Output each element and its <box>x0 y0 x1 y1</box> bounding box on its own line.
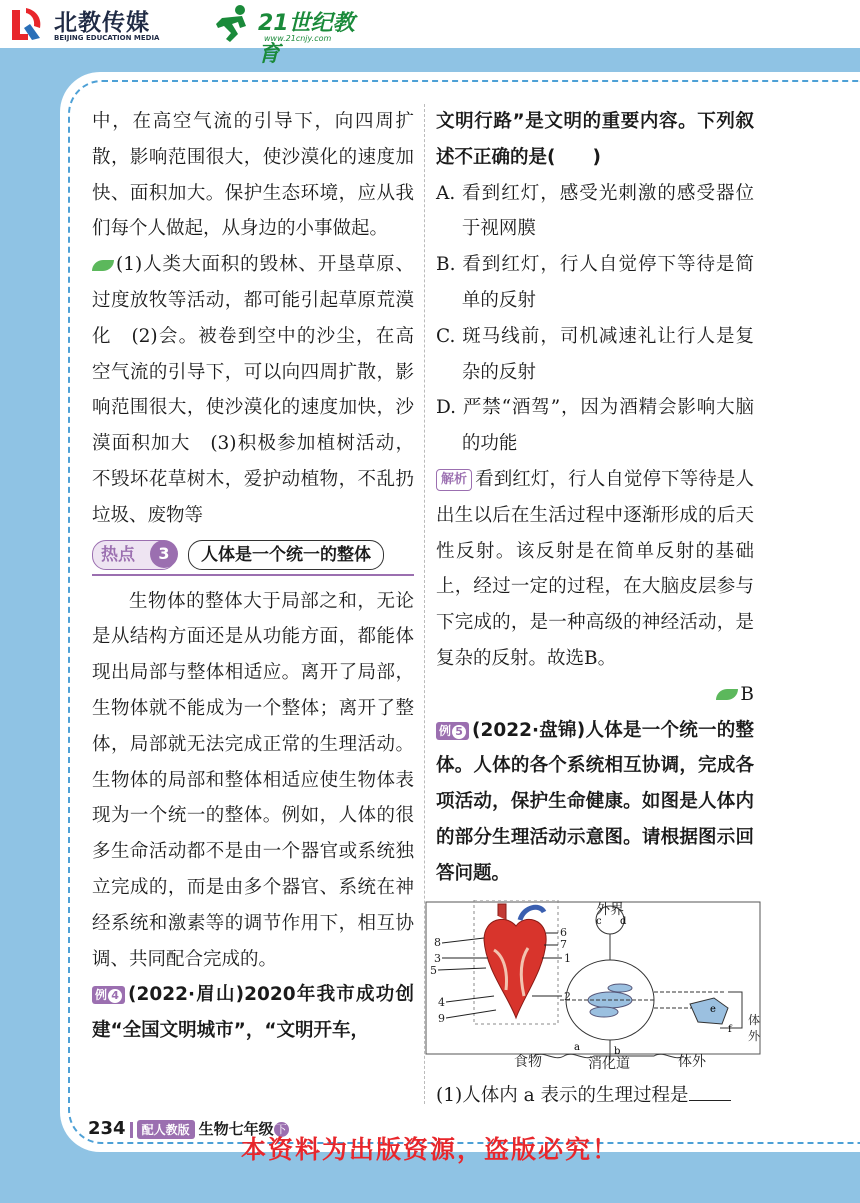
svg-text:6: 6 <box>560 926 567 939</box>
page-number: 234 <box>88 1118 126 1139</box>
gas-exchange-diagram <box>560 906 742 1060</box>
svg-text:f: f <box>728 1024 732 1035</box>
svg-text:5: 5 <box>430 964 437 977</box>
leaf-icon <box>92 260 114 271</box>
svg-text:c: c <box>596 916 602 927</box>
beijiao-logo-icon <box>6 4 46 44</box>
option-d: D. 严禁“酒驾”，因为酒精会影响大脑的功能 <box>436 397 754 455</box>
left-column <box>92 104 414 1049</box>
svg-text:4: 4 <box>438 996 445 1009</box>
runner-icon <box>212 4 256 44</box>
option-b: B. 看到红灯，行人自觉停下等待是简单的反射 <box>436 254 754 311</box>
heart-illustration <box>474 900 558 1024</box>
beijiao-name: 北教传媒 <box>54 10 150 36</box>
grade-label: 生物七年级 <box>198 1120 274 1138</box>
svg-text:2: 2 <box>564 990 571 1003</box>
right-column <box>436 104 754 892</box>
analysis-label: 解析 <box>436 469 472 491</box>
option-a: A. 看到红灯，感受光刺激的感受器位于视网膜 <box>436 182 754 240</box>
example-4-stem: 例 4 (2022·眉山)2020年我市成功创建“全国文明城市”，“文明开车， <box>92 984 414 1042</box>
label-outside: 外界 <box>596 902 624 918</box>
label-tract: 消化道 <box>588 1056 630 1072</box>
option-c: C. 斑马线前，司机减速礼让行人是复杂的反射 <box>436 325 754 383</box>
leaf-icon <box>716 689 738 700</box>
hot-number: 3 <box>150 540 178 568</box>
question-1 <box>436 1078 756 1114</box>
example-4-answer: B <box>436 677 754 713</box>
svg-text:a: a <box>574 1042 580 1053</box>
volume-badge: 下 <box>275 1123 287 1136</box>
copyright-warning: 本资料为出版资源，盗版必究！ <box>240 1135 619 1164</box>
label-food: 食物 <box>514 1054 542 1070</box>
hot-topic-header <box>92 538 414 576</box>
21cnjy-url: www.21cnjy.com <box>264 34 332 43</box>
svg-text:8: 8 <box>434 936 441 949</box>
beijiao-en: BEIJING EDUCATION MEDIA <box>54 34 160 42</box>
21cnjy-name: 21世纪教育 <box>258 11 355 67</box>
question-1-text: (1)人体内 a 表示的生理过程是 <box>436 1085 689 1106</box>
hot-label: 热点 <box>92 540 176 570</box>
21cnjy-logo <box>212 4 372 67</box>
body-paragraph: 生物体的整体大于局部之和，无论是从结构方面还是从功能方面，都能体现出局部与整体相适应。离开了局部，生物体就不能成为一个整体；离开了整体，局部就无法完成正常的生理活动。生物体的局部和整体相适应使生物体表现为一个统一的整体。例如，人体的很多生命活动都不是由一个器官或系统独立完成的，而是由多个器官、系统在神经系统和激素等的调节作用下，相互协调、共同配合完成的。 <box>92 590 414 970</box>
example-4-continued: 文明行路”是文明的重要内容。下列叙述不正确的是( ) <box>436 111 754 168</box>
example-tag: 例 4 <box>92 986 125 1004</box>
label-body-out-vertical-2: 外 <box>748 1029 761 1043</box>
label-body-out-vertical-1: 体 <box>748 1013 761 1027</box>
svg-text:1: 1 <box>564 952 571 965</box>
label-body-out: 体外 <box>678 1054 706 1070</box>
physiology-diagram <box>424 900 762 1072</box>
edition-badge: 配人教版 <box>137 1120 195 1139</box>
svg-text:7: 7 <box>560 938 567 951</box>
analysis <box>436 462 754 677</box>
hot-title: 人体是一个统一的整体 <box>188 540 384 570</box>
svg-text:e: e <box>710 1004 716 1015</box>
analysis-text: 看到红灯，行人自觉停下等待是人出生以后在生活过程中逐渐形成的后天性反射。该反射是在简单反射的基础上，经过一定的过程，在大脑皮层参与下完成的，是一种高级的神经活动，是复杂的反射。故选B。 <box>436 468 754 669</box>
example-tag: 例 5 <box>436 722 469 740</box>
example-5-stem: 例 5 (2022·盘锦)人体是一个统一的整体。人体的各个系统相互协调，完成各项活动，保护生命健康。如图是人体内的部分生理活动示意图。请根据图示回答问题。 <box>436 719 754 884</box>
paragraph-continued: 中，在高空气流的引导下，向四周扩散，影响范围很大，使沙漠化的速度加快、面积加大。保护生态环境，应从我们每个人做起，从身边的小事做起。 <box>92 111 414 240</box>
svg-text:3: 3 <box>434 952 441 965</box>
beijiao-logo <box>6 4 186 44</box>
svg-text:d: d <box>620 916 627 927</box>
answer-text: (1)人类大面积的毁林、开垦草原、过度放牧等活动，都可能引起草原荒漠化 (2)会。被卷到空中的沙尘，在高空气流的引导下，可以向四周扩散，影响范围很大，使沙漠化的速度加快，沙漠面积加大 (3)积极参加植树活动，不毁坏花草树木，爱护动植物，不乱扔垃圾、废物等 <box>92 254 414 526</box>
answer-block <box>92 247 414 533</box>
svg-text:b: b <box>614 1046 621 1057</box>
answer-blank[interactable] <box>689 1100 731 1101</box>
svg-text:9: 9 <box>438 1012 445 1025</box>
top-bar <box>0 0 860 67</box>
